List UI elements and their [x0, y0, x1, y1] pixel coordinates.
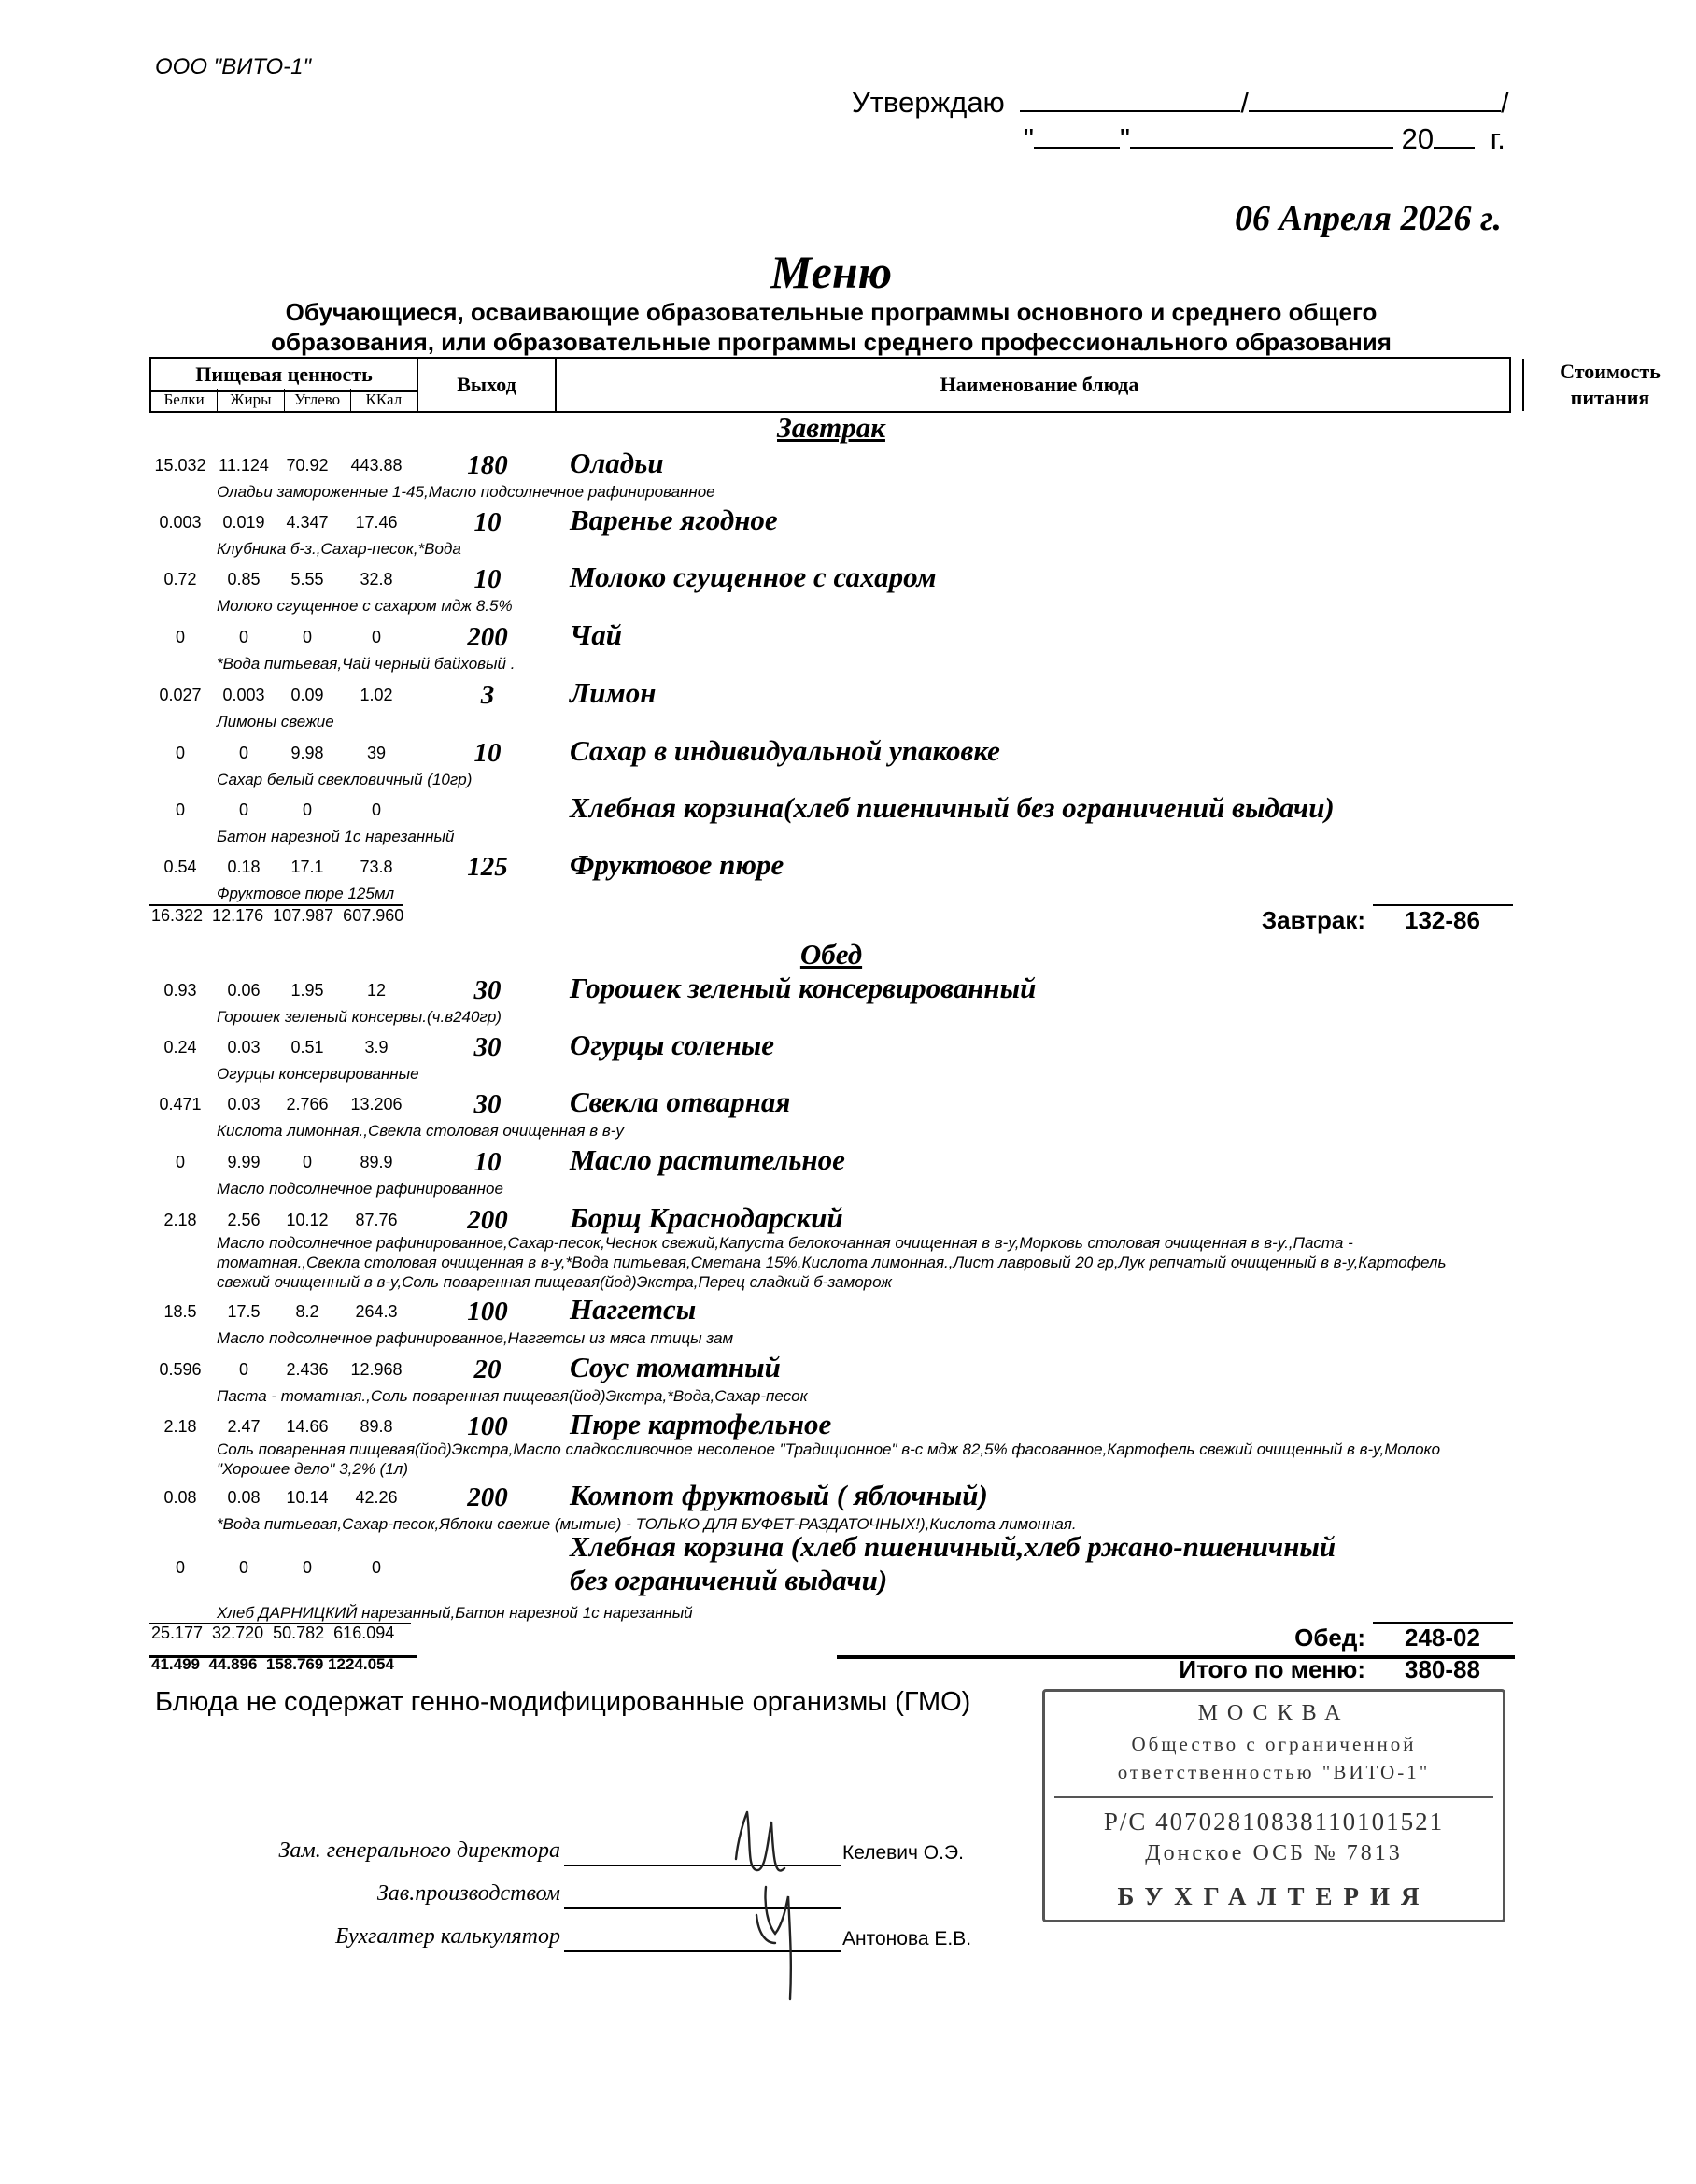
value-protein: 0.027: [159, 686, 202, 704]
value-carbs: 0: [302, 628, 312, 646]
header-carbs: Углево: [285, 389, 351, 411]
value-kcal: 0: [371, 801, 381, 819]
dish-name: Компот фруктовый ( яблочный): [570, 1479, 988, 1511]
section-title-lunch: Обед: [799, 938, 863, 971]
breakfast-sum-label: Завтрак:: [1261, 906, 1365, 934]
value-kcal: 39: [366, 744, 387, 762]
value-protein: 2.18: [163, 1211, 197, 1229]
dish-ingredients: Масло подсолнечное рафинированное,Сахар-песок,Чеснок свежий,Капуста белокочанная очищенная в в-у,Морковь столовая очищенная в в-у.,Паста - томатная.,Свекла столовая очищенная в в-у,*Вода питьевая,Сметана 15%,Кислота лимонная.,Лист лавровый 20 гр,Лук репчатый очищенный в в-у,Картофель свежий очищенный в в-у,Соль поваренная пищевая(йод)Экстра,Перец сладкий б-заморож: [217, 1234, 1447, 1291]
dish-ingredients: *Вода питьевая,Сахар-песок,Яблоки свежие (мытые) - ТОЛЬКО ДЛЯ БУФЕТ-РАЗДАТОЧНЫХ!),Кислота лимонная.: [217, 1515, 1077, 1533]
value-protein: 0: [175, 744, 185, 762]
value-protein: 0.24: [163, 1038, 197, 1057]
value-fat: 0: [238, 1360, 248, 1379]
value-carbs: 2.436: [286, 1360, 329, 1379]
header-nutrition-title: Пищевая ценность: [151, 359, 417, 392]
dish-ingredients: Сахар белый свекловичный (10гр): [217, 771, 473, 788]
value-carbs: 0.09: [290, 686, 324, 704]
value-kcal: 89.8: [360, 1417, 393, 1436]
value-kcal: 12: [366, 981, 387, 1000]
section-title-breakfast: Завтрак: [777, 411, 885, 444]
dish-ingredients: Соль поваренная пищевая(йод)Экстра,Масло сладкосливочное несоленое "Традиционное" в-с мдж 82,5% фасованное,Картофель свежий очищенный в в-у,Молоко "Хорошее дело" 3,2% (1л): [217, 1440, 1441, 1478]
signature-name-accountant: Антонова Е.В.: [842, 1928, 972, 1950]
lunch-sum-value: 248-02: [1405, 1624, 1480, 1652]
header-output: Выход: [418, 359, 557, 411]
value-output: 200: [467, 622, 508, 652]
dish-ingredients: Хлеб ДАРНИЦКИЙ нарезанный,Батон нарезной 1с нарезанный: [217, 1604, 693, 1622]
stamp-org-line-1: Общество с ограниченной: [1131, 1733, 1417, 1755]
breakfast-totals: 16.322 12.176 107.987 607.960: [151, 906, 404, 925]
header-cost-line-1: Стоимость: [1560, 360, 1661, 383]
value-protein: 18.5: [163, 1302, 197, 1321]
value-kcal: 3.9: [364, 1038, 389, 1057]
header-cost-line-2: питания: [1570, 386, 1650, 409]
value-protein: 0.72: [163, 570, 197, 589]
year-prefix: 20: [1401, 122, 1435, 155]
signature-title-deputy-director: Зам. генерального директора: [278, 1838, 560, 1863]
organization-stamp: [1042, 1689, 1505, 1922]
value-protein: 2.18: [163, 1417, 197, 1436]
menu-date: 06 Апреля 2026 г.: [1234, 199, 1502, 238]
value-kcal: 443.88: [350, 456, 403, 475]
value-kcal: 0: [371, 1558, 381, 1577]
menu-title: Меню: [770, 246, 893, 298]
value-kcal: 42.26: [355, 1488, 398, 1507]
value-output: 10: [473, 507, 502, 537]
value-carbs: 0.51: [290, 1038, 324, 1057]
organization-name: ООО "ВИТО-1": [155, 54, 312, 79]
quote-open: ": [1024, 122, 1035, 155]
dish-ingredients: Масло подсолнечное рафинированное,Наггетсы из мяса птицы зам: [217, 1329, 734, 1347]
table-header: [149, 357, 1661, 413]
value-fat: 0.08: [227, 1488, 261, 1507]
value-fat: 2.56: [227, 1211, 261, 1229]
approve-slash-2: /: [1501, 86, 1509, 119]
header-nutrition: [151, 359, 418, 411]
stamp-city: МОСКВА: [1197, 1701, 1350, 1725]
value-output: 10: [473, 738, 502, 768]
value-fat: 0.019: [222, 513, 265, 532]
value-protein: 0: [175, 1558, 185, 1577]
dish-ingredients: Масло подсолнечное рафинированное: [217, 1180, 503, 1198]
value-carbs: 5.55: [290, 570, 324, 589]
value-kcal: 12.968: [350, 1360, 403, 1379]
value-protein: 0.596: [159, 1360, 202, 1379]
dish-name: Хлебная корзина (хлеб пшеничный,хлеб ржано-пшеничный: [570, 1530, 1336, 1563]
dish-name: Чай: [570, 618, 622, 651]
dish-ingredients: Кислота лимонная.,Свекла столовая очищенная в в-у: [217, 1122, 624, 1140]
signature-title-production-head: Зав.производством: [376, 1881, 560, 1906]
dish-name: Соус томатный: [570, 1351, 781, 1383]
value-carbs: 0: [302, 1558, 312, 1577]
dish-name: Горошек зеленый консервированный: [570, 971, 1037, 1004]
dish-ingredients: Паста - томатная.,Соль поваренная пищевая(йод)Экстра,*Вода,Сахар-песок: [217, 1387, 808, 1405]
value-output: 3: [480, 680, 495, 710]
value-carbs: 4.347: [286, 513, 329, 532]
header-cost: [1524, 359, 1696, 411]
dish-ingredients: Горошек зеленый консервы.(ч.в240гр): [217, 1008, 502, 1026]
value-carbs: 1.95: [290, 981, 324, 1000]
handwritten-signature: [710, 1803, 822, 2027]
value-output: 30: [473, 1089, 502, 1119]
value-output: 100: [467, 1411, 508, 1441]
header-proteins: Белки: [151, 389, 218, 411]
value-fat: 11.124: [219, 456, 269, 475]
header-dish-name: Наименование блюда: [557, 359, 1524, 411]
value-output: 30: [473, 1032, 502, 1062]
value-fat: 0.18: [227, 858, 261, 876]
gmo-note: Блюда не содержат генно-модифицированные организмы (ГМО): [155, 1687, 971, 1717]
dish-name: Фруктовое пюре: [570, 848, 784, 881]
approve-label: Утверждаю: [852, 86, 1005, 119]
value-carbs: 0: [302, 801, 312, 819]
lunch-totals: 25.177 32.720 50.782 616.094: [151, 1624, 395, 1642]
subtitle-line-2: образования, или образовательные программы среднего профессионального образования: [271, 328, 1392, 356]
grand-totals: 41.499 44.896 158.769 1224.054: [151, 1655, 394, 1673]
value-output: 200: [467, 1482, 508, 1512]
approval-line: [852, 86, 1509, 120]
dish-name: Свекла отварная: [570, 1085, 791, 1118]
value-carbs: 14.66: [286, 1417, 329, 1436]
dish-name: Огурцы соленые: [570, 1028, 775, 1061]
value-fat: 2.47: [227, 1417, 261, 1436]
value-output: 125: [467, 852, 508, 882]
value-fat: 0.03: [227, 1038, 261, 1057]
value-fat: 0: [238, 628, 248, 646]
stamp-bank: Донское ОСБ № 7813: [1145, 1841, 1403, 1865]
value-fat: 0: [238, 1558, 248, 1577]
value-protein: 0.54: [163, 858, 197, 876]
value-carbs: 10.14: [286, 1488, 329, 1507]
dish-ingredients: Молоко сгущенное с сахаром мдж 8.5%: [217, 597, 513, 615]
value-kcal: 17.46: [355, 513, 398, 532]
stamp-account: Р/С 40702810838110101521: [1103, 1808, 1445, 1836]
dish-ingredients: Клубника б-з.,Сахар-песок,*Вода: [217, 540, 461, 558]
approval-date-line: [1024, 122, 1505, 156]
grand-total-label: Итого по меню:: [1179, 1655, 1365, 1683]
value-kcal: 89.9: [360, 1153, 393, 1171]
header-kcal: ККал: [365, 390, 403, 408]
value-protein: 0: [175, 628, 185, 646]
dish-ingredients: Фруктовое пюре 125мл: [217, 885, 395, 902]
breakfast-sum-value: 132-86: [1405, 906, 1480, 934]
dish-name: Варенье ягодное: [570, 503, 778, 536]
value-protein: 0: [175, 801, 185, 819]
value-fat: 0.85: [227, 570, 261, 589]
value-output: 180: [467, 450, 508, 480]
dish-name: Борщ Краснодарский: [570, 1201, 843, 1234]
subtitle-line-1: Обучающиеся, осваивающие образовательные программы основного и среднего общего: [285, 298, 1378, 326]
value-fat: 0.003: [222, 686, 265, 704]
dish-name: Наггетсы: [570, 1293, 697, 1326]
stamp-org-line-2: ответственностью "ВИТО-1": [1117, 1761, 1431, 1783]
value-output: 10: [473, 564, 502, 594]
dish-ingredients: Лимоны свежие: [217, 713, 334, 730]
value-fat: 0: [238, 744, 248, 762]
value-kcal: 73.8: [360, 858, 393, 876]
value-kcal: 87.76: [355, 1211, 398, 1229]
signature-title-accountant: Бухгалтер калькулятор: [335, 1924, 560, 1949]
value-carbs: 9.98: [290, 744, 324, 762]
dish-ingredients: Оладьи замороженные 1-45,Масло подсолнечное рафинированное: [217, 483, 715, 501]
dish-name: Хлебная корзина(хлеб пшеничный без ограничений выдачи): [570, 791, 1335, 824]
signature-name-deputy-director: Келевич О.Э.: [842, 1842, 964, 1864]
value-protein: 0.003: [159, 513, 202, 532]
value-kcal: 32.8: [360, 570, 393, 589]
value-output: 200: [467, 1205, 508, 1235]
dish-name-line-2: без ограничений выдачи): [570, 1564, 888, 1596]
grand-total-value: 380-88: [1405, 1655, 1480, 1683]
year-suffix: г.: [1490, 122, 1505, 155]
stamp-department: БУХГАЛТЕРИЯ: [1117, 1882, 1431, 1910]
dish-ingredients: Батон нарезной 1с нарезанный: [217, 828, 455, 845]
value-carbs: 2.766: [286, 1095, 329, 1113]
menu-subtitle: [205, 297, 1457, 357]
value-output: 20: [473, 1354, 502, 1384]
value-carbs: 0: [302, 1153, 312, 1171]
value-carbs: 70.92: [286, 456, 329, 475]
value-kcal: 13.206: [350, 1095, 403, 1113]
value-carbs: 17.1: [290, 858, 324, 876]
value-fat: 9.99: [227, 1153, 261, 1171]
value-output: 10: [473, 1147, 502, 1177]
header-fats: Жиры: [218, 389, 284, 411]
dish-ingredients: Огурцы консервированные: [217, 1065, 419, 1083]
approve-slash-1: /: [1240, 86, 1250, 119]
lunch-sum-label: Обед:: [1294, 1624, 1365, 1652]
value-carbs: 8.2: [295, 1302, 319, 1321]
dish-name: Сахар в индивидуальной упаковке: [570, 734, 1000, 767]
value-kcal: 1.02: [360, 686, 393, 704]
value-fat: 17.5: [227, 1302, 261, 1321]
value-protein: 15.032: [154, 456, 206, 475]
value-protein: 0: [175, 1153, 185, 1171]
dish-name: Пюре картофельное: [570, 1408, 832, 1440]
value-output: 100: [467, 1297, 508, 1326]
value-fat: 0.03: [227, 1095, 261, 1113]
dish-name: Масло растительное: [570, 1143, 845, 1176]
dish-name: Оладьи: [570, 447, 664, 479]
dish-name: Молоко сгущенное с сахаром: [570, 560, 937, 593]
dish-ingredients: *Вода питьевая,Чай черный байховый .: [217, 655, 516, 673]
value-kcal: 0: [371, 628, 381, 646]
value-output: 30: [473, 975, 502, 1005]
value-kcal: 264.3: [355, 1302, 398, 1321]
value-protein: 0.471: [159, 1095, 202, 1113]
value-carbs: 10.12: [286, 1211, 329, 1229]
value-protein: 0.08: [163, 1488, 197, 1507]
value-fat: 0.06: [227, 981, 261, 1000]
value-fat: 0: [238, 801, 248, 819]
quote-close: ": [1120, 122, 1131, 155]
dish-name: Лимон: [570, 676, 657, 709]
value-protein: 0.93: [163, 981, 197, 1000]
